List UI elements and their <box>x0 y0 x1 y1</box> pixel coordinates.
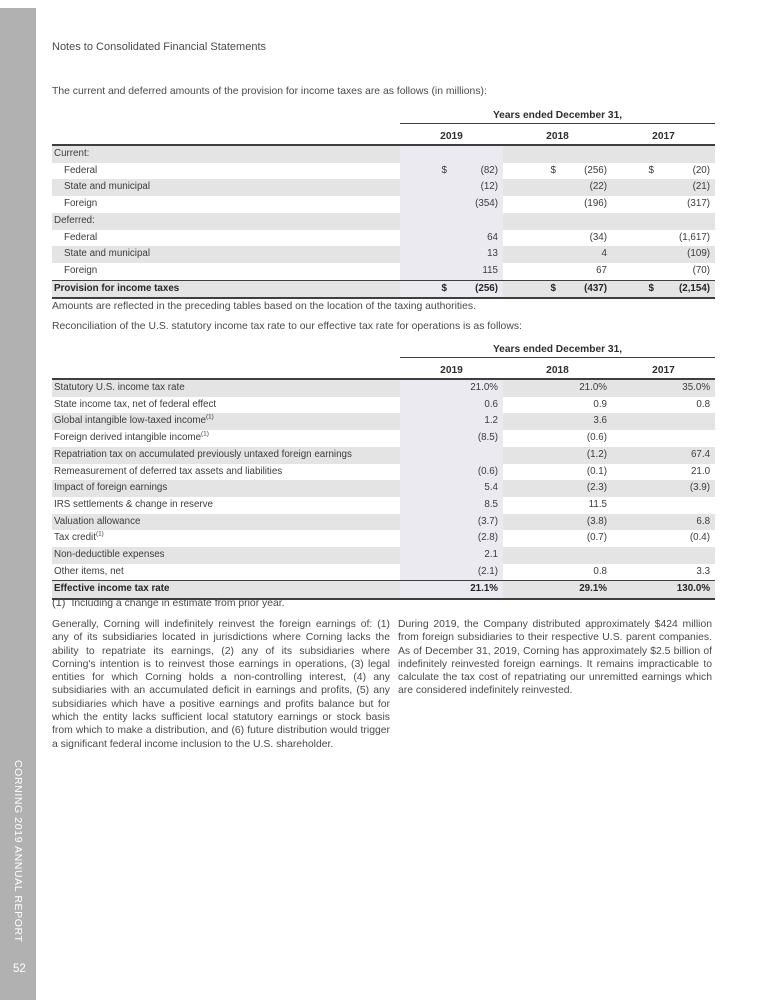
cell-currency-2018 <box>503 464 560 481</box>
row-label-cell <box>52 263 400 280</box>
tax-provision-table <box>52 108 715 299</box>
table-row <box>52 163 715 180</box>
row-label-cell <box>52 246 400 263</box>
row-label: State and municipal <box>64 248 151 260</box>
cell-currency-2017 <box>612 514 658 531</box>
table-row <box>52 514 715 531</box>
row-label-cell <box>52 280 400 298</box>
cell-currency-2017 <box>612 581 658 599</box>
cell-value-2017: (3.9) <box>689 482 711 494</box>
cell-value-2018: 4 <box>601 248 607 260</box>
cell-value-2018: 0.8 <box>593 565 607 577</box>
cell-value-2019: (12) <box>451 179 503 196</box>
cell-currency-2018 <box>503 581 560 599</box>
cell-value-2019: 0.6 <box>451 397 503 414</box>
row-label-cell <box>52 530 400 547</box>
cell-currency-2018 <box>503 145 560 163</box>
row-label: State income tax, net of federal effect <box>54 398 217 410</box>
cell-currency-2019: $ <box>400 163 451 180</box>
cell-value-2017: (20) <box>692 164 711 176</box>
cell-currency-2017: $ <box>612 280 658 298</box>
table-row <box>52 145 715 163</box>
cell-value-2017: 67.4 <box>690 448 711 460</box>
cell-value-2019: 115 <box>451 263 503 280</box>
cell-value-2018: 3.6 <box>593 415 607 427</box>
document-header: Notes to Consolidated Financial Statements <box>52 41 267 53</box>
cell-value-2017: (1,617) <box>678 231 711 243</box>
content-area <box>52 0 715 1000</box>
year-column-2019: 2019 <box>400 124 503 146</box>
cell-value-2017: (70) <box>692 264 711 276</box>
cell-currency-2017 <box>612 564 658 581</box>
year-column-2018: 2018 <box>503 358 612 380</box>
row-label: Foreign derived intangible income <box>54 432 202 444</box>
row-label: State and municipal <box>64 181 151 193</box>
row-label: Current: <box>54 148 90 159</box>
cell-currency-2019 <box>400 564 451 581</box>
table-row <box>52 280 715 298</box>
footnote-marker: (1) <box>205 414 214 422</box>
cell-currency-2017 <box>612 430 658 447</box>
cell-value-2018 <box>560 547 612 564</box>
row-label: Deferred: <box>54 214 95 226</box>
cell-currency-2018: $ <box>550 164 556 176</box>
row-label-cell <box>52 397 400 414</box>
cell-value-2017: 0.8 <box>696 398 711 410</box>
cell-value-2018 <box>560 145 612 163</box>
cell-value-2019: 21.1% <box>451 581 503 599</box>
cell-value-2019: (256) <box>451 280 503 298</box>
cell-value-2017 <box>658 145 715 163</box>
cell-currency-2019 <box>400 196 451 213</box>
cell-currency-2017 <box>612 480 658 497</box>
row-label: Valuation allowance <box>54 515 141 527</box>
cell-currency-2019 <box>400 464 451 481</box>
cell-value-2017 <box>658 413 715 430</box>
cell-value-2018: (196) <box>584 198 607 210</box>
table-row <box>52 464 715 481</box>
cell-value-2019: (8.5) <box>451 430 503 447</box>
table-row <box>52 430 715 447</box>
cell-value-2018 <box>560 213 612 230</box>
reconciliation-note: Reconciliation of the U.S. statutory income tax rate to our effective tax rate for operations is as follows: <box>52 321 522 332</box>
cell-currency-2017 <box>612 246 658 263</box>
intro-text: The current and deferred amounts of the provision for income taxes are as follows (in millions): <box>52 86 487 97</box>
cell-currency-2019 <box>400 514 451 531</box>
cell-value-2019: 13 <box>451 246 503 263</box>
table-row <box>52 447 715 464</box>
cell-currency-2018 <box>503 263 560 280</box>
cell-currency-2017 <box>612 196 658 213</box>
cell-value-2017 <box>658 213 715 230</box>
cell-currency-2018 <box>503 196 560 213</box>
footnote-marker: (1) <box>201 430 209 438</box>
cell-value-2019 <box>451 145 503 163</box>
row-label-cell <box>52 447 400 464</box>
tax-rate-reconciliation-table <box>52 342 715 600</box>
row-label-cell <box>52 379 400 397</box>
cell-currency-2018 <box>503 430 560 447</box>
row-label-cell <box>52 179 400 196</box>
cell-currency-2019 <box>400 447 451 464</box>
cell-value-2017: 3.3 <box>696 565 711 577</box>
row-label-cell <box>52 497 400 514</box>
row-label: Foreign <box>64 198 98 210</box>
cell-value-2018: (0.7) <box>586 532 607 544</box>
table-row <box>52 497 715 514</box>
footnote <box>52 597 285 609</box>
row-label-cell <box>52 196 400 213</box>
footnote-marker: (1) <box>95 531 104 539</box>
cell-currency-2018 <box>503 530 560 547</box>
cell-value-2017 <box>658 430 715 447</box>
cell-currency-2019 <box>400 230 451 247</box>
year-column-2019: 2019 <box>400 358 503 380</box>
year-column-2017: 2017 <box>612 358 715 380</box>
row-label: IRS settlements & change in reserve <box>54 498 214 510</box>
cell-value-2017: (317) <box>687 198 711 210</box>
cell-value-2017: (21) <box>692 181 711 193</box>
cell-currency-2019 <box>400 480 451 497</box>
row-label: Impact of foreign earnings <box>54 482 168 494</box>
cell-currency-2018 <box>503 246 560 263</box>
cell-value-2017: (109) <box>687 248 711 260</box>
header-spacer <box>52 108 400 124</box>
cell-value-2018: (3.8) <box>586 515 607 527</box>
cell-currency-2019 <box>400 547 451 564</box>
cell-value-2019: 64 <box>451 230 503 247</box>
row-label-cell <box>52 430 400 447</box>
cell-currency-2017 <box>612 464 658 481</box>
row-label-cell <box>52 514 400 531</box>
cell-currency-2017 <box>612 447 658 464</box>
cell-currency-2019 <box>400 263 451 280</box>
header-spacer <box>52 342 400 358</box>
table-row <box>52 397 715 414</box>
cell-currency-2019 <box>400 430 451 447</box>
cell-value-2018: (22) <box>589 181 607 193</box>
cell-currency-2017 <box>612 179 658 196</box>
cell-currency-2018 <box>503 230 560 247</box>
row-label: Non-deductible expenses <box>54 549 165 561</box>
cell-currency-2018 <box>503 447 560 464</box>
table-row <box>52 413 715 430</box>
cell-currency-2018 <box>503 179 560 196</box>
cell-value-2018: (256) <box>584 164 607 176</box>
cell-currency-2018 <box>503 413 560 430</box>
cell-currency-2017 <box>612 145 658 163</box>
row-label: Other items, net <box>54 565 124 577</box>
row-label-cell <box>52 547 400 564</box>
row-label: Repatriation tax on accumulated previously untaxed foreign earnings <box>54 448 352 460</box>
cell-value-2018: (0.6) <box>586 432 607 444</box>
cell-value-2017: 130.0% <box>658 581 715 599</box>
cell-value-2018: (437) <box>560 280 612 298</box>
cell-value-2017: 6.8 <box>696 515 711 527</box>
cell-value-2019: (82) <box>451 163 503 180</box>
paragraph-right: During 2019, the Company distributed approximately $424 million from foreign subsidiaries to their respective U.S. parent companies. As of December 31, 2019, Corning has approximately $2.5 billion of indefinitely reinvested foreign earnings. It remains impracticable to calculate the tax cost of repatriating our unremitted earnings which are considered indefinitely reinvested. <box>398 619 712 697</box>
cell-currency-2017 <box>612 413 658 430</box>
cell-currency-2018 <box>503 547 560 564</box>
cell-value-2019: (0.6) <box>451 464 503 481</box>
row-label-cell <box>52 145 400 163</box>
cell-currency-2019 <box>400 145 451 163</box>
cell-currency-2018 <box>503 497 560 514</box>
cell-value-2019: (354) <box>451 196 503 213</box>
row-label-cell <box>52 564 400 581</box>
cell-currency-2019 <box>400 530 451 547</box>
cell-currency-2017 <box>612 397 658 414</box>
cell-value-2019: 21.0% <box>451 379 503 397</box>
header-spacer <box>52 358 400 380</box>
row-label: Tax credit <box>54 532 96 544</box>
row-label: Provision for income taxes <box>54 282 180 294</box>
cell-value-2019: (2.1) <box>451 564 503 581</box>
header-spacer <box>52 124 400 146</box>
row-label: Statutory U.S. income tax rate <box>54 382 185 393</box>
cell-currency-2019: $ <box>400 280 451 298</box>
cell-currency-2019 <box>400 246 451 263</box>
sidebar-band <box>0 8 36 1000</box>
row-label-cell <box>52 213 400 230</box>
cell-value-2019: (3.7) <box>451 514 503 531</box>
table-row <box>52 379 715 397</box>
cell-value-2017: 21.0 <box>690 465 711 477</box>
row-label-cell <box>52 163 400 180</box>
table-row <box>52 179 715 196</box>
cell-currency-2017 <box>612 230 658 247</box>
cell-currency-2019 <box>400 179 451 196</box>
table-row <box>52 564 715 581</box>
cell-currency-2017 <box>612 213 658 230</box>
cell-value-2018: 11.5 <box>588 498 607 510</box>
table-row <box>52 196 715 213</box>
cell-value-2018: 67 <box>596 264 607 276</box>
paragraph-left: Generally, Corning will indefinitely reinvest the foreign earnings of: (1) any of its subsidiaries located in jurisdictions where Corning lacks the ability to repatriate its earnings, (2) any of its subsidiaries where Corning's intention is to reinvest those earnings in operations, (3) legal entities for which Corning holds a non-controlling interest, (4) any subsidiaries with an accumulated deficit in earnings and profits, (5) any subsidiaries which have a positive earnings and profits balance but for which the entity lacks sufficient local statutory earnings or stock basis from which to make a distribution, and (6) future distribution would trigger a significant federal income inclusion to the U.S. shareholder. <box>52 619 390 750</box>
row-label: Global intangible low-taxed income <box>54 415 206 427</box>
table-row <box>52 230 715 247</box>
cell-currency-2018: $ <box>503 280 560 298</box>
cell-value-2019 <box>451 447 503 464</box>
cell-value-2019: (2.8) <box>451 530 503 547</box>
cell-value-2018: (0.1) <box>586 465 607 477</box>
sidebar-vertical-title: CORNING 2019 ANNUAL REPORT <box>12 760 24 943</box>
cell-value-2017 <box>658 547 715 564</box>
row-label: Federal <box>64 164 98 176</box>
cell-value-2017: (2,154) <box>658 280 715 298</box>
table-row <box>52 547 715 564</box>
cell-currency-2017 <box>612 497 658 514</box>
table-row <box>52 246 715 263</box>
years-ended-header: Years ended December 31, <box>400 342 715 358</box>
cell-currency-2018 <box>503 564 560 581</box>
cell-currency-2018 <box>503 397 560 414</box>
cell-value-2018: 29.1% <box>560 581 612 599</box>
cell-currency-2017: $ <box>648 164 654 176</box>
row-label-cell <box>52 230 400 247</box>
row-label-cell <box>52 480 400 497</box>
cell-value-2017 <box>658 497 715 514</box>
row-label-cell <box>52 413 400 430</box>
footnote-text: Including a change in estimate from prior year. <box>71 598 285 609</box>
table-row <box>52 213 715 230</box>
row-label: Effective income tax rate <box>54 583 170 595</box>
cell-currency-2017 <box>612 379 658 397</box>
row-label: Federal <box>64 231 98 243</box>
table-row <box>52 263 715 280</box>
cell-value-2018: (34) <box>589 231 607 243</box>
table-row <box>52 530 715 547</box>
year-column-2017: 2017 <box>612 124 715 146</box>
page-number: 52 <box>13 963 26 975</box>
cell-currency-2019 <box>400 413 451 430</box>
row-label: Remeasurement of deferred tax assets and liabilities <box>54 465 283 477</box>
footnote-number: (1) <box>52 597 66 609</box>
cell-value-2018: (2.3) <box>586 482 607 494</box>
cell-currency-2019 <box>400 213 451 230</box>
cell-currency-2019 <box>400 581 451 599</box>
cell-currency-2018 <box>503 213 560 230</box>
cell-currency-2018 <box>503 379 560 397</box>
cell-value-2017: (0.4) <box>689 532 711 544</box>
cell-currency-2019 <box>400 397 451 414</box>
cell-value-2019: 2.1 <box>451 547 503 564</box>
cell-value-2019 <box>451 213 503 230</box>
cell-currency-2017 <box>612 530 658 547</box>
year-column-2018: 2018 <box>503 124 612 146</box>
cell-value-2018: (1.2) <box>586 448 607 460</box>
cell-value-2018: 21.0% <box>579 382 607 393</box>
cell-value-2018: 0.9 <box>593 398 607 410</box>
cell-currency-2017 <box>612 263 658 280</box>
cell-currency-2018 <box>503 514 560 531</box>
amounts-note: Amounts are reflected in the preceding tables based on the location of the taxing authorities. <box>52 301 476 312</box>
cell-value-2019: 8.5 <box>451 497 503 514</box>
years-ended-header: Years ended December 31, <box>400 108 715 124</box>
table-row <box>52 480 715 497</box>
cell-currency-2019 <box>400 497 451 514</box>
row-label: Foreign <box>64 264 98 276</box>
cell-currency-2018 <box>503 480 560 497</box>
cell-currency-2019 <box>400 379 451 397</box>
cell-value-2017: 35.0% <box>682 382 711 393</box>
row-label-cell <box>52 464 400 481</box>
cell-value-2019: 1.2 <box>451 413 503 430</box>
cell-value-2019: 5.4 <box>451 480 503 497</box>
cell-currency-2017 <box>612 547 658 564</box>
